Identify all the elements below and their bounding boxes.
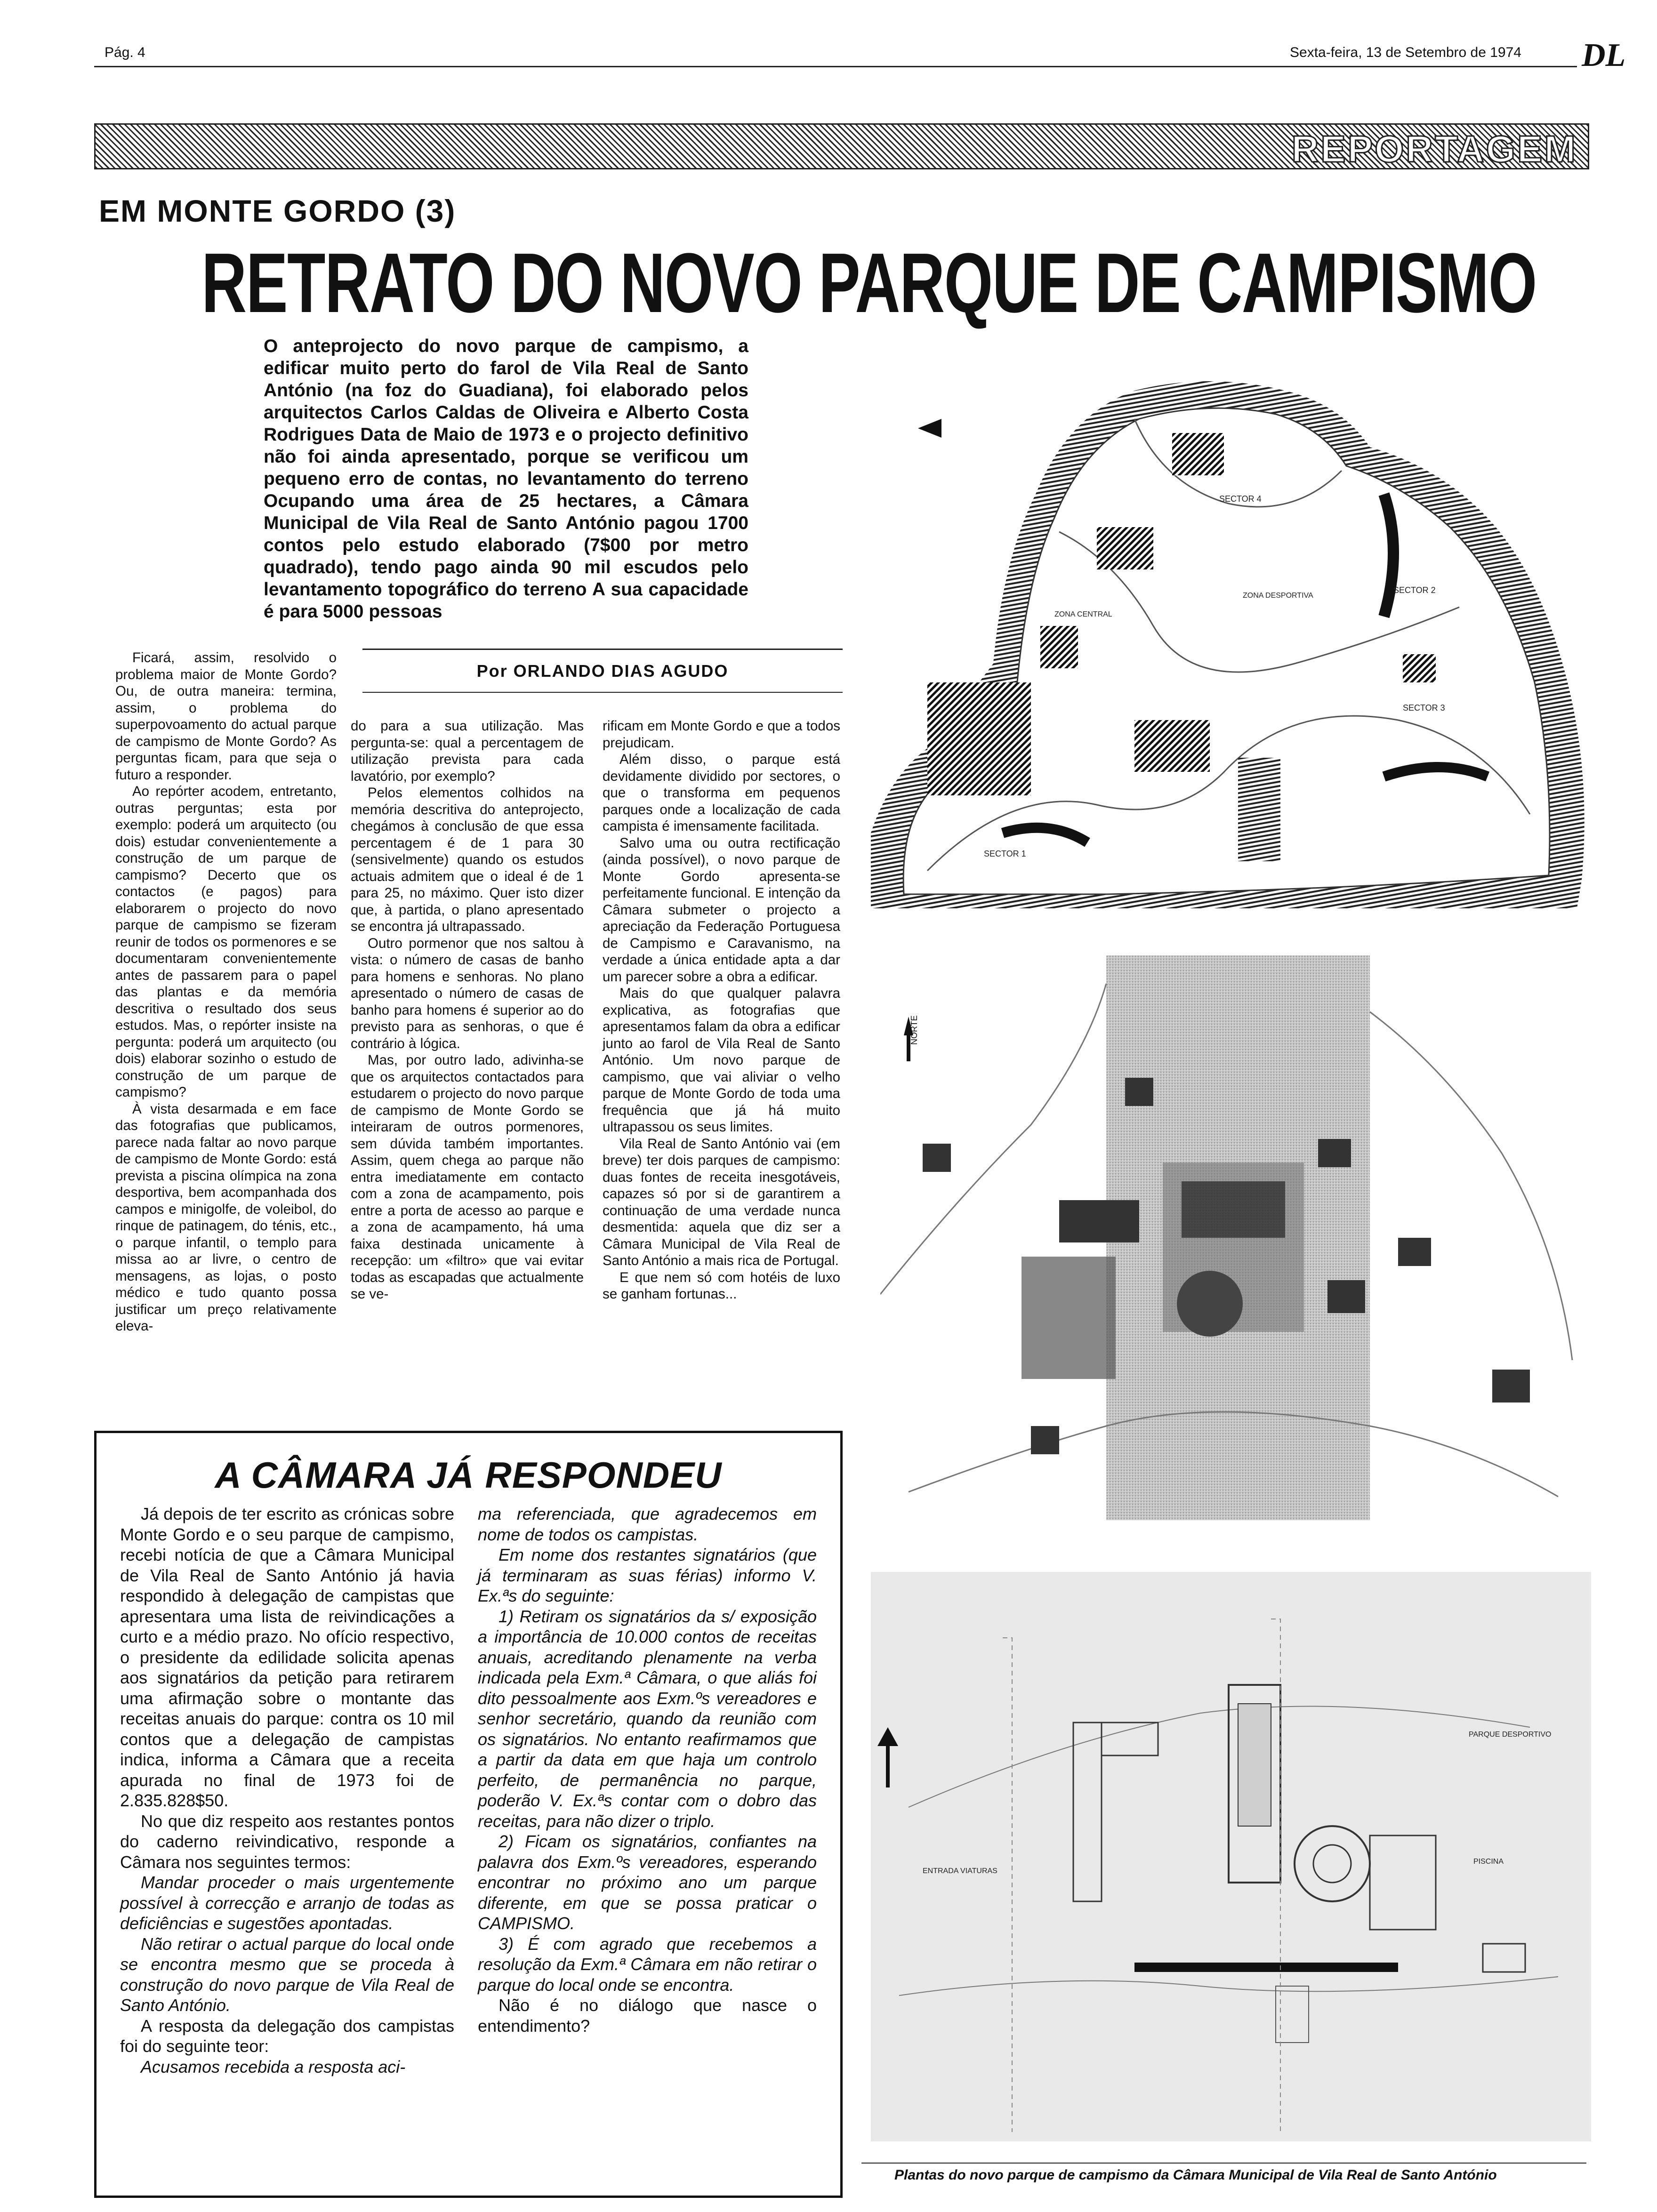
page-number: Pág. 4 xyxy=(105,45,145,60)
map-label: SECTOR 3 xyxy=(1403,703,1445,713)
article-column-2 xyxy=(351,718,584,1303)
plan-label: ENTRADA VIATURAS xyxy=(923,1867,997,1875)
article-paragraph: Salvo uma ou outra rectificação (ainda possível), o novo parque de Monte Gordo apresenta-se perfeitamente funcional. E intenção da Câmara submeter o projecto a apreciação da Federação Portuguesa de Campismo e Caravanismo, na verdade a única entidade apta a dar um parecer sobre a obra a edificar. xyxy=(603,835,840,985)
article-paragraph: Ao repórter acodem, entretanto, outras perguntas; esta por exemplo: poderá um arquitecto (ou dois) estudar convenientemente a construção de um parque de campismo? Decerto que os contactos (e pagos) para elaborarem o projecto do novo parque de campismo se fizeram reunir de todos os pormenores e se documentaram convenientemente antes de passarem para o papel das plantas e da memória descritiva o resultado dos seus estudos. Mas, o repórter insiste na pergunta: poderá um arquitecto (ou dois) elaborar sozinho o estudo de construção de um parque de campismo? xyxy=(115,784,337,1100)
plan-aerial-overlay xyxy=(880,955,1582,1520)
box-paragraph: Acusamos recebida a resposta aci- xyxy=(141,2057,406,2076)
caption-rule xyxy=(861,2163,1586,2164)
kicker: EM MONTE GORDO (3) xyxy=(99,193,456,228)
headline: RETRATO DO NOVO PARQUE DE CAMPISMO xyxy=(201,236,1536,330)
map-label: SECTOR 4 xyxy=(1219,494,1262,504)
byline: Por ORLANDO DIAS AGUDO xyxy=(476,661,729,681)
box-paragraph: Mandar proceder o mais urgentemente possível à correcção e arranjo de todas as deficiências e sugestões apontadas. xyxy=(120,1873,454,1933)
map-label: SECTOR 1 xyxy=(984,849,1026,858)
box-paragraph: ma referenciada, que agradecemos em nome de todos os campistas. xyxy=(478,1504,817,1544)
article-paragraph: E que nem só com hotéis de luxo se ganham fortunas... xyxy=(603,1269,840,1302)
map-label: ZONA CENTRAL xyxy=(1054,610,1112,618)
article-paragraph: do para a sua utilização. Mas pergunta-se: qual a percentagem de utilização prevista para cada lavatório, por exemplo? xyxy=(351,718,584,784)
figure-caption: Plantas do novo parque de campismo da Câmara Municipal de Vila Real de Santo António xyxy=(894,2167,1497,2183)
box-paragraph: 3) É com agrado que recebemos a resolução da Exm.ª Câmara em não retirar o parque do local onde se encontra. xyxy=(478,1934,817,1995)
plan-label: PISCINA xyxy=(1473,1858,1504,1866)
box-paragraph: Não retirar o actual parque do local onde se encontra mesmo que se proceda à construção do novo parque de Vila Real de Santo António. xyxy=(120,1934,454,2015)
north-label: NORTE xyxy=(909,1015,919,1045)
article-paragraph: Vila Real de Santo António vai (em breve) ter dois parques de campismo: duas fontes de receita inesgotáveis, capazes só por si de garantirem a continuação de uma verdade nunca desmentida: aquela que diz ser a Câmara Municipal de Vila Real de Santo António a mais rica de Portugal. xyxy=(603,1136,840,1268)
article-paragraph: Ficará, assim, resolvido o problema maior de Monte Gordo? Ou, de outra maneira: termina, assim, o problema do superpovoamento do actual parque de campismo de Monte Gordo? As perguntas ficam, para que seja o futuro a responder. xyxy=(115,650,337,783)
box-paragraph: No que diz respeito aos restantes pontos do caderno reivindicativo, responde a Câmara nos seguintes termos: xyxy=(120,1811,454,1872)
box-paragraph: A resposta da delegação dos campistas foi do seguinte teor: xyxy=(120,2016,454,2056)
article-paragraph: Além disso, o parque está devidamente dividido por sectores, o que o transforma em pequenos parques onde a localização de cada campista é imensamente facilitada. xyxy=(603,752,840,834)
plan-label: PARQUE DESPORTIVO xyxy=(1469,1731,1552,1739)
byline-rule-bottom xyxy=(362,692,843,693)
box-paragraph: 1) Retiram os signatários da s/ exposição a importância de 10.000 contos de receitas anuais, acreditando plenamente na verba indicada pela Exm.ª Câmara, o que aliás foi dito pessoalmente aos Exm.ºs vereadores e senhor secretário, quando da reunião com os signatários. No entanto reafirmamos que a partir da data em que haja um controlo perfeito, de permanência no parque, poderão V. Ex.ªs contar com o dobro das receitas, para não dizer o triplo. xyxy=(478,1606,817,1831)
article-paragraph: À vista desarmada e em face das fotografias que publicamos, parece nada faltar ao novo parque de campismo de Monte Gordo: está prevista a piscina olímpica na zona desportiva, bem acompanhada dos campos e minigolfe, de voleibol, do rinque de patinagem, do ténis, etc., o parque infantil, o templo para missa ao ar livre, o centro de mensagens, as lojas, o posto médico e tudo quanto possa justificar um preço relativamente eleva- xyxy=(115,1101,337,1334)
article-column-1 xyxy=(115,649,337,1335)
map-label: ZONA DESPORTIVA xyxy=(1243,592,1313,600)
lead-paragraph: O anteprojecto do novo parque de campismo, a edificar muito perto do farol de Vila Real de Santo António (na foz do Guadiana), foi elaborado pelos arquitectos Carlos Caldas de Oliveira e Alberto Costa Rodrigues Data de Maio de 1973 e o projecto definitivo não foi ainda apresentado, porque se verificou um pequeno erro de contas, no levantamento do terreno Ocupando uma área de 25 hectares, a Câmara Municipal de Vila Real de Santo António pagou 1700 contos pelo estudo elaborado (7$00 por metro quadrado), tendo pago ainda 90 mil escudos pelo levantamento topográfico do terreno A sua capacidade é para 5000 pessoas xyxy=(264,336,748,622)
plan-site-drawing xyxy=(871,1572,1591,2141)
box-title: A CÂMARA JÁ RESPONDEU xyxy=(215,1454,722,1496)
plan-sectors-map xyxy=(871,362,1591,908)
article-column-3 xyxy=(603,718,840,1303)
issue-date: Sexta-feira, 13 de Setembro de 1974 xyxy=(1290,45,1521,60)
byline-rule-top xyxy=(362,649,843,650)
section-label: REPORTAGEM xyxy=(1291,128,1577,170)
header-rule xyxy=(94,66,1577,67)
article-paragraph: rificam em Monte Gordo e que a todos prejudicam. xyxy=(603,718,840,751)
newspaper-logo: DL xyxy=(1582,37,1626,73)
article-paragraph: Outro pormenor que nos saltou à vista: o número de casas de banho para homens e senhoras. No plano apresentado o número de casas de banho para homens é superior ao do previsto para as senhoras, o que é contrário à lógica. xyxy=(351,935,584,1051)
box-paragraph: Já depois de ter escrito as crónicas sobre Monte Gordo e o seu parque de campismo, recebi notícia de que a Câmara Municipal de Vila Real de Santo António já havia respondido à delegação de campistas que apresentara uma lista de reivindicações a curto e a médio prazo. No ofício respectivo, o presidente da edilidade solicita apenas aos signatários da petição para retirarem uma afirmação sobre o montante das receitas anuais do parque: contra os 10 mil contos que a delegação de campistas indica, informa a Câmara que a receita apurada no final de 1973 foi de 2.835.828$50. xyxy=(120,1504,454,1810)
box-paragraph: 2) Ficam os signatários, confiantes na palavra dos Exm.ºs vereadores, esperando encontrar no próximo ano um parque diferente, em que se possa praticar o CAMPISMO. xyxy=(478,1832,817,1933)
sidebar-box xyxy=(94,1431,843,2198)
map-label: SECTOR 2 xyxy=(1393,585,1436,595)
box-column-left xyxy=(120,1504,454,2077)
box-paragraph: Não é no diálogo que nasce o entendimento? xyxy=(478,1996,817,2036)
section-banner xyxy=(94,123,1589,169)
article-paragraph: Mais do que qualquer palavra explicativa, as fotografias que apresentamos falam da obra a edificar junto ao farol de Vila Real de Santo António. Um novo parque de campismo, que vai aliviar o velho parque de Monte Gordo de toda uma frequência que já há muito ultrapassou os seus limites. xyxy=(603,986,840,1135)
article-paragraph: Mas, por outro lado, adivinha-se que os arquitectos contactados para estudarem o projecto do novo parque de campismo de Monte Gordo se inteiraram de outros pormenores, sem dúvida também importantes. Assim, quem chega ao parque não entra imediatamente em contacto com a zona de acampamento, pois entre a porta de acesso ao parque e a zona de acampamento, há uma faixa destinada unicamente à recepção: um «filtro» que vai evitar todas as escapadas que actualmente se ve- xyxy=(351,1052,584,1302)
box-column-right xyxy=(478,1504,817,2036)
box-paragraph: Em nome dos restantes signatários (que já terminaram as suas férias) informo V. Ex.ªs do seguinte: xyxy=(478,1545,817,1605)
article-paragraph: Pelos elementos colhidos na memória descritiva do anteprojecto, chegámos à conclusão de que essa percentagem é de 1 para 30 (sensivelmente) quando os estudos actuais admitem que o ideal é de 1 para 25, no máximo. Quer isto dizer que, à partida, o plano apresentado se encontra já ultrapassado. xyxy=(351,785,584,934)
